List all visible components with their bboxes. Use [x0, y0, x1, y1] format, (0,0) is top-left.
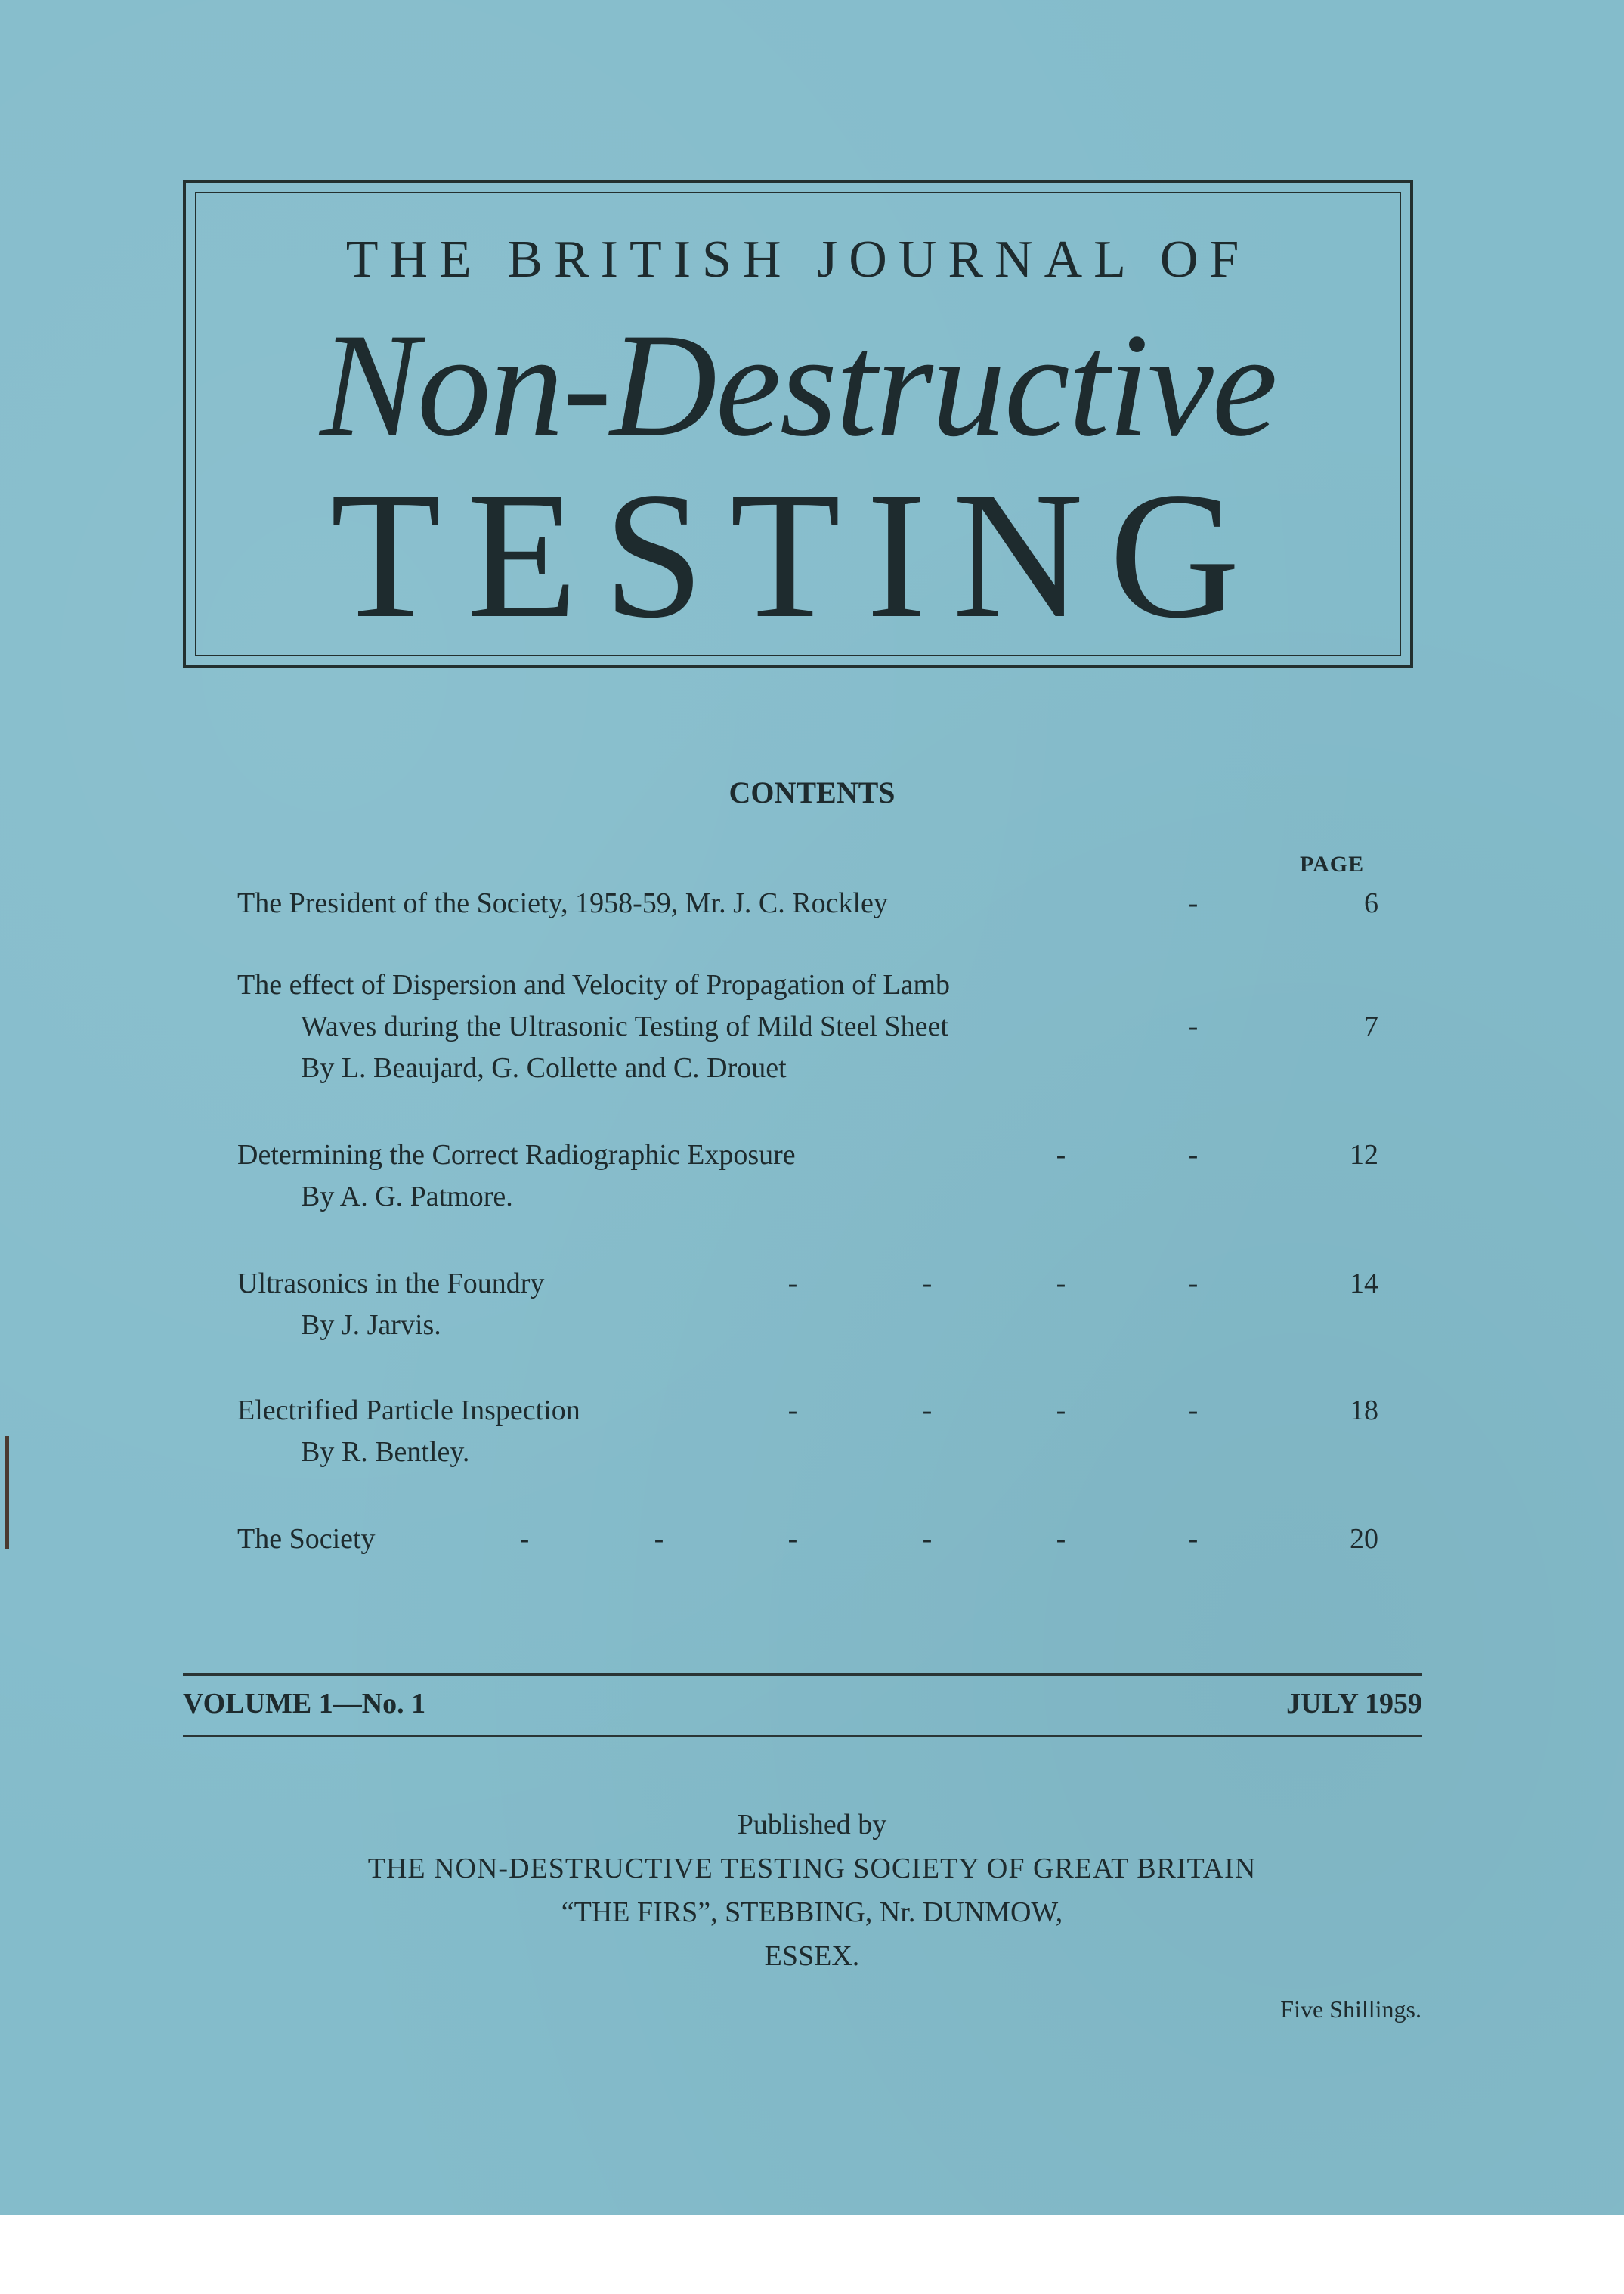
- publisher-address-line1: “THE FIRS”, STEBBING, Nr. DUNMOW,: [561, 1896, 1063, 1928]
- journal-title-main: Non-Destructive: [320, 303, 1276, 467]
- toc-title: The Society: [237, 1523, 376, 1555]
- toc-page-number: 14: [1350, 1268, 1378, 1299]
- toc-entry: [237, 1263, 1378, 1346]
- leader-dash: -: [1188, 1011, 1199, 1042]
- toc-author-line: [237, 1176, 1371, 1218]
- toc-title-line: [237, 1263, 1378, 1305]
- toc-entry: [237, 1135, 1378, 1218]
- masthead: [183, 180, 1413, 668]
- leader-dash: -: [1056, 1268, 1066, 1299]
- publisher-address-line2: ESSEX.: [764, 1940, 860, 1972]
- table-of-contents: [237, 883, 1378, 1560]
- leader-dash: -: [1188, 1268, 1199, 1299]
- toc-entry: [237, 883, 1378, 924]
- leader-dash: -: [787, 1395, 798, 1426]
- toc-title-line: [237, 883, 1378, 924]
- leader-dash: -: [1056, 1139, 1066, 1171]
- toc-title-line: [237, 964, 1371, 1006]
- toc-title: The effect of Dispersion and Velocity of Propagation of Lamb: [237, 969, 951, 1001]
- toc-author-line: [237, 1432, 1371, 1473]
- leader-dash: -: [1188, 1139, 1199, 1171]
- toc-page-number: 18: [1350, 1395, 1378, 1426]
- toc-authors: By R. Bentley.: [301, 1436, 470, 1468]
- leader-dash: -: [922, 1395, 933, 1426]
- leader-dash: -: [654, 1523, 664, 1555]
- volume-number: VOLUME 1—No. 1: [183, 1688, 426, 1720]
- contents-heading: CONTENTS: [728, 776, 896, 810]
- leader-dash: -: [1188, 887, 1199, 919]
- toc-authors: By L. Beaujard, G. Collette and C. Drouet: [301, 1052, 787, 1084]
- toc-page-number: 6: [1364, 887, 1378, 919]
- toc-title: Electrified Particle Inspection: [237, 1395, 580, 1426]
- leader-dash: -: [1056, 1395, 1066, 1426]
- toc-title-line: [237, 1390, 1378, 1432]
- cover-price: Five Shillings.: [1280, 1995, 1421, 2023]
- leader-dash: -: [1056, 1523, 1066, 1555]
- issue-rule-top: [183, 1673, 1422, 1676]
- toc-page-number: 7: [1364, 1011, 1378, 1042]
- publisher-block: [0, 1803, 1624, 1978]
- leader-dash: -: [922, 1523, 933, 1555]
- leader-dash: -: [922, 1268, 933, 1299]
- page-column-heading: PAGE: [1300, 852, 1365, 877]
- toc-page-number: 20: [1350, 1523, 1378, 1555]
- toc-page-number: 12: [1350, 1139, 1378, 1171]
- publisher-intro: Published by: [737, 1809, 887, 1840]
- publisher-organisation: THE NON-DESTRUCTIVE TESTING SOCIETY OF GREAT BRITAIN: [367, 1853, 1257, 1884]
- binding-staple-mark: [5, 1436, 9, 1549]
- issue-date: JULY 1959: [1286, 1688, 1422, 1720]
- leader-dash: -: [1188, 1395, 1199, 1426]
- toc-authors: By J. Jarvis.: [301, 1309, 441, 1341]
- toc-title-line: [237, 1135, 1378, 1176]
- toc-title: Determining the Correct Radiographic Exposure: [237, 1139, 796, 1171]
- leader-dash: -: [1188, 1523, 1199, 1555]
- toc-authors: By A. G. Patmore.: [301, 1181, 513, 1212]
- toc-author-line: [237, 1048, 1371, 1089]
- issue-rule-bottom: [183, 1735, 1422, 1737]
- toc-title: The President of the Society, 1958-59, Mr. J. C. Rockley: [237, 887, 888, 919]
- leader-dash: -: [519, 1523, 530, 1555]
- toc-title: Ultrasonics in the Foundry: [237, 1268, 545, 1299]
- toc-title-line: [237, 1518, 1378, 1560]
- toc-entry: [237, 964, 1378, 1089]
- toc-title-continued: Waves during the Ultrasonic Testing of Mild Steel Sheet: [301, 1011, 948, 1042]
- journal-title-testing: TESTING: [330, 454, 1266, 655]
- toc-entry: [237, 1390, 1378, 1473]
- toc-author-line: [237, 1305, 1371, 1346]
- journal-title-prefix: THE BRITISH JOURNAL OF: [345, 231, 1251, 289]
- toc-title-line: [237, 1006, 1378, 1048]
- toc-entry: [237, 1518, 1378, 1560]
- leader-dash: -: [787, 1268, 798, 1299]
- leader-dash: -: [787, 1523, 798, 1555]
